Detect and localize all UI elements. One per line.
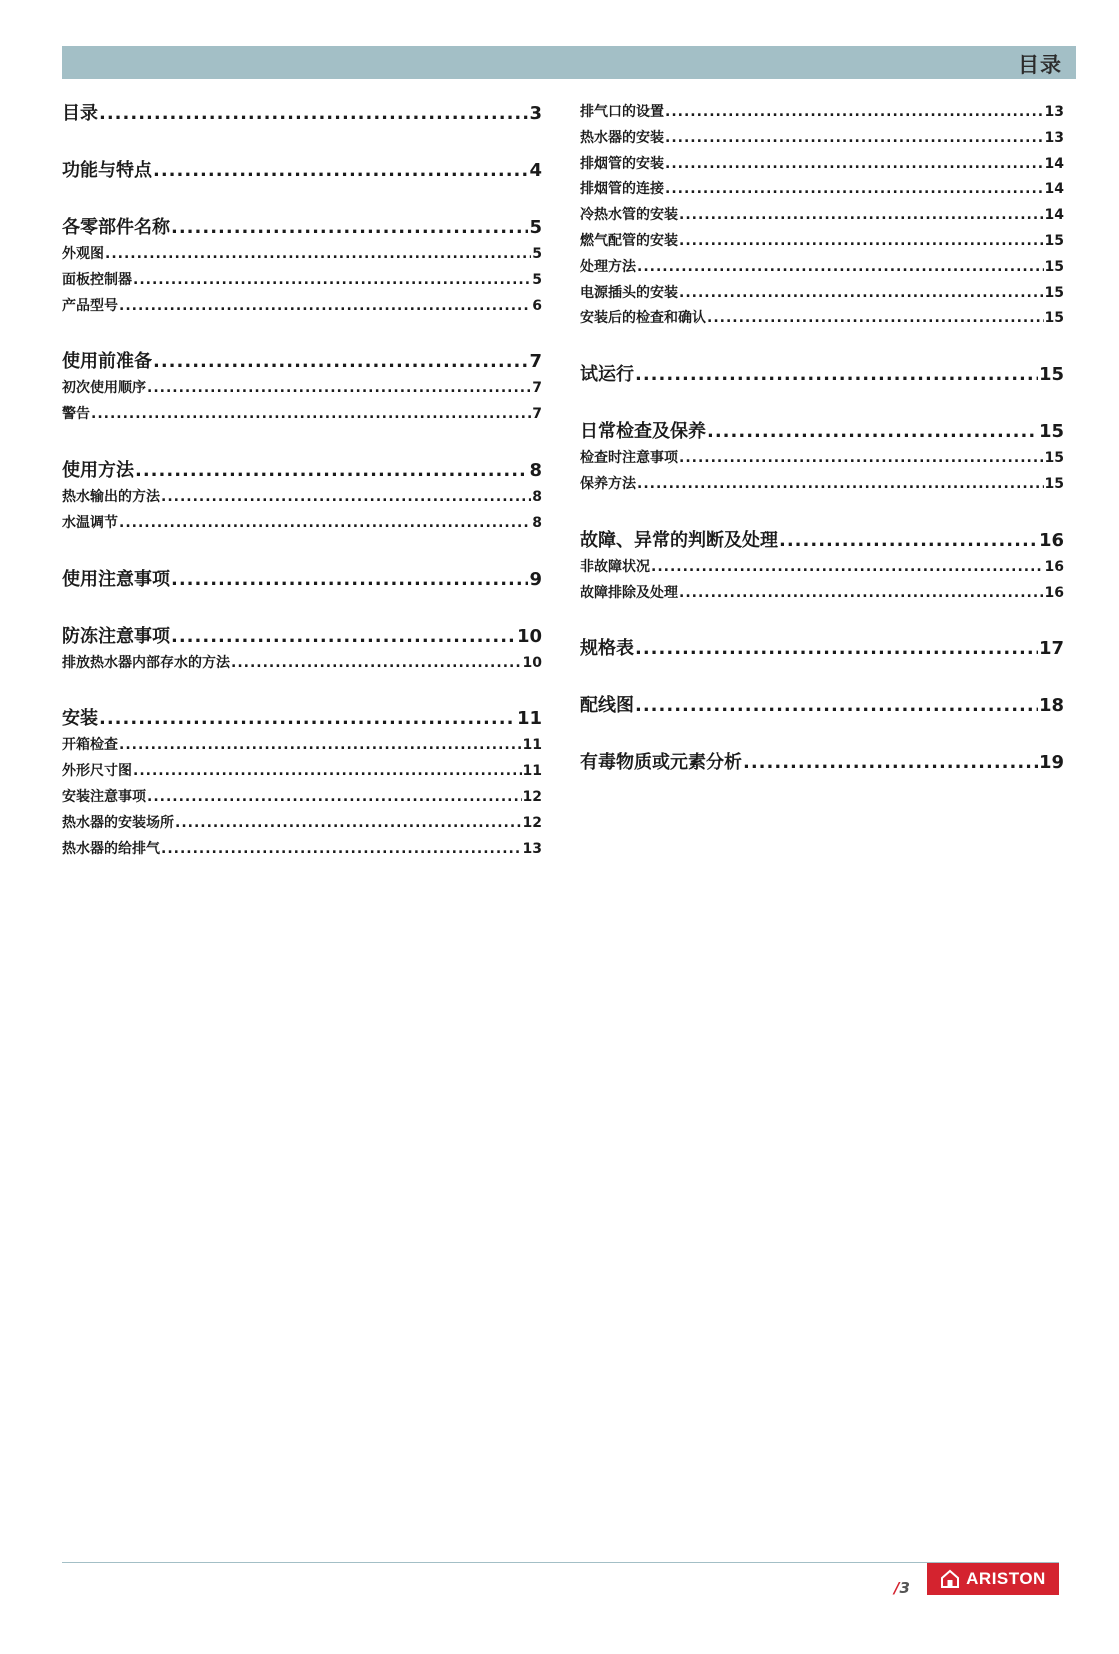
toc-entry-page: 9 xyxy=(529,568,542,590)
toc-entry-label: 外形尺寸图 xyxy=(62,763,132,780)
toc-leader-dots xyxy=(99,705,516,733)
section-gap xyxy=(62,319,542,348)
toc-main-entry[interactable] xyxy=(62,623,542,651)
toc-entry-label: 热水器的给排气 xyxy=(62,840,160,857)
toc-leader-dots xyxy=(147,376,531,402)
toc-sub-entry[interactable] xyxy=(580,229,1064,255)
page-title: 目录 xyxy=(1018,53,1062,77)
toc-section xyxy=(62,457,542,537)
toc-leader-dots xyxy=(171,566,528,594)
toc-entry-label: 安装注意事项 xyxy=(62,788,146,805)
toc-entry-label: 目录 xyxy=(62,103,98,124)
toc-entry-label: 使用注意事项 xyxy=(62,568,170,590)
toc-entry-label: 热水输出的方法 xyxy=(62,488,160,505)
toc-section xyxy=(580,418,1064,498)
house-icon xyxy=(940,1569,960,1589)
toc-entry-label: 排气口的设置 xyxy=(580,104,664,120)
section-gap xyxy=(62,676,542,705)
section-gap xyxy=(62,537,542,566)
toc-entry-label: 保养方法 xyxy=(580,475,636,492)
brand-name: ARISTON xyxy=(966,1569,1046,1588)
toc-entry-page: 18 xyxy=(1038,695,1064,717)
toc-entry-label: 初次使用顺序 xyxy=(62,380,146,397)
toc-leader-dots xyxy=(161,837,522,863)
toc-leader-dots xyxy=(779,527,1038,555)
toc-entry-label: 排烟管的安装 xyxy=(580,155,664,172)
toc-leader-dots xyxy=(665,100,1044,126)
toc-entry-label: 产品型号 xyxy=(62,297,118,314)
toc-entry-page: 6 xyxy=(532,297,542,314)
section-gap xyxy=(62,185,542,214)
toc-entry-page: 3 xyxy=(529,103,542,124)
toc-section xyxy=(580,635,1064,663)
toc-sub-entry[interactable] xyxy=(580,177,1064,203)
header-bar xyxy=(62,46,1076,79)
toc-leader-dots xyxy=(679,446,1044,472)
toc-sub-entry[interactable] xyxy=(62,785,542,811)
toc-sub-entry[interactable] xyxy=(62,268,542,294)
toc-entry-label: 故障、异常的判断及处理 xyxy=(580,529,778,551)
toc-sub-entry[interactable] xyxy=(62,485,542,511)
toc-main-entry[interactable] xyxy=(580,692,1064,720)
toc-sub-entry[interactable] xyxy=(62,651,542,677)
toc-leader-dots xyxy=(707,306,1044,332)
toc-entry-page: 7 xyxy=(529,351,542,373)
toc-main-entry[interactable] xyxy=(580,361,1064,389)
toc-leader-dots xyxy=(743,749,1038,777)
toc-entry-page: 11 xyxy=(516,708,542,730)
toc-leader-dots xyxy=(119,511,531,537)
toc-section xyxy=(62,157,542,185)
toc-entry-page: 7 xyxy=(532,406,542,423)
toc-entry-page: 11 xyxy=(522,763,542,780)
toc-entry-page: 15 xyxy=(1044,450,1064,467)
section-gap xyxy=(580,720,1064,749)
toc-entry-page: 5 xyxy=(529,217,542,238)
toc-leader-dots xyxy=(635,361,1038,389)
toc-leader-dots xyxy=(707,418,1038,446)
footer-page-number xyxy=(894,1579,910,1597)
toc-entry-label: 非故障状况 xyxy=(580,558,650,575)
toc-entry-label: 安装后的检查和确认 xyxy=(580,310,706,327)
toc-leader-dots xyxy=(679,203,1044,229)
toc-entry-label: 警告 xyxy=(62,406,90,423)
toc-sub-entry[interactable] xyxy=(580,126,1064,152)
toc-entry-label: 规格表 xyxy=(580,638,634,660)
toc-section xyxy=(62,623,542,677)
toc-leader-dots xyxy=(161,485,531,511)
toc-entry-label: 安装 xyxy=(62,708,98,730)
toc-entry-label: 日常检查及保养 xyxy=(580,421,706,443)
section-gap xyxy=(62,594,542,623)
toc-main-entry[interactable] xyxy=(62,457,542,485)
section-gap xyxy=(580,663,1064,692)
footer-page-num: 3 xyxy=(899,1579,910,1597)
toc-sub-entry[interactable] xyxy=(62,376,542,402)
toc-entry-page: 15 xyxy=(1044,284,1064,301)
toc-entry-label: 试运行 xyxy=(580,364,634,386)
toc-leader-dots xyxy=(679,581,1044,607)
toc-entry-page: 4 xyxy=(529,160,542,181)
toc-entry-label: 水温调节 xyxy=(62,514,118,531)
toc-entry-page: 10 xyxy=(516,625,542,647)
toc-section xyxy=(62,214,542,319)
toc-right-column xyxy=(580,100,1064,777)
toc-entry-page: 14 xyxy=(1044,155,1064,172)
toc-entry-label: 使用方法 xyxy=(62,459,134,481)
toc-entry-page: 7 xyxy=(532,380,542,397)
toc-entry-page: 15 xyxy=(1044,475,1064,492)
toc-entry-label: 处理方法 xyxy=(580,258,636,275)
toc-sub-entry[interactable] xyxy=(580,581,1064,607)
toc-section xyxy=(580,527,1064,607)
footer-divider xyxy=(62,1562,1059,1563)
toc-entry-page: 14 xyxy=(1044,207,1064,224)
toc-sub-entry[interactable] xyxy=(62,733,542,759)
toc-entry-page: 16 xyxy=(1038,529,1064,551)
toc-entry-label: 燃气配管的安装 xyxy=(580,232,678,249)
toc-entry-page: 10 xyxy=(522,654,542,671)
toc-leader-dots xyxy=(665,152,1044,178)
toc-leader-dots xyxy=(637,472,1044,498)
toc-section xyxy=(580,100,1064,332)
toc-entry-page: 13 xyxy=(522,840,542,857)
toc-entry-label: 故障排除及处理 xyxy=(580,584,678,601)
toc-section xyxy=(62,566,542,594)
toc-leader-dots xyxy=(171,623,516,651)
toc-entry-page: 15 xyxy=(1044,232,1064,249)
toc-entry-label: 电源插头的安装 xyxy=(580,284,678,301)
toc-entry-page: 8 xyxy=(529,459,542,481)
toc-entry-page: 15 xyxy=(1044,258,1064,275)
toc-entry-page: 16 xyxy=(1044,558,1064,575)
toc-leader-dots xyxy=(665,126,1044,152)
toc-leader-dots xyxy=(679,229,1044,255)
toc-entry-label: 外观图 xyxy=(62,246,104,262)
section-gap xyxy=(580,606,1064,635)
toc-entry-label: 排放热水器内部存水的方法 xyxy=(62,654,230,671)
toc-leader-dots xyxy=(147,785,522,811)
toc-sub-entry[interactable] xyxy=(62,837,542,863)
toc-sub-entry[interactable] xyxy=(62,811,542,837)
toc-entry-page: 11 xyxy=(522,737,542,754)
toc-sub-entry[interactable] xyxy=(580,255,1064,281)
toc-sub-entry[interactable] xyxy=(580,203,1064,229)
section-gap xyxy=(580,332,1064,361)
toc-main-entry[interactable] xyxy=(62,348,542,376)
toc-leader-dots xyxy=(665,177,1044,203)
toc-section xyxy=(62,348,542,428)
section-gap xyxy=(580,389,1064,418)
toc-section xyxy=(580,692,1064,720)
toc-leader-dots xyxy=(135,457,528,485)
toc-leader-dots xyxy=(153,348,528,376)
toc-sub-entry[interactable] xyxy=(62,294,542,320)
toc-left-column xyxy=(62,100,542,862)
toc-entry-page: 13 xyxy=(1044,104,1064,120)
toc-entry-page: 5 xyxy=(532,246,542,262)
toc-sub-entry[interactable] xyxy=(62,402,542,428)
toc-entry-label: 有毒物质或元素分析 xyxy=(580,752,742,774)
toc-main-entry[interactable] xyxy=(62,566,542,594)
toc-sub-entry[interactable] xyxy=(580,446,1064,472)
toc-entry-page: 14 xyxy=(1044,181,1064,198)
toc-section xyxy=(580,361,1064,389)
toc-sub-entry[interactable] xyxy=(580,152,1064,178)
toc-leader-dots xyxy=(105,242,531,268)
toc-entry-page: 13 xyxy=(1044,129,1064,146)
toc-leader-dots xyxy=(175,811,522,837)
section-gap xyxy=(62,428,542,457)
toc-leader-dots xyxy=(651,555,1044,581)
toc-entry-label: 开箱检查 xyxy=(62,737,118,754)
toc-entry-label: 排烟管的连接 xyxy=(580,181,664,198)
section-gap xyxy=(62,128,542,157)
toc-main-entry[interactable] xyxy=(62,100,542,128)
toc-leader-dots xyxy=(635,635,1038,663)
toc-leader-dots xyxy=(119,733,522,759)
toc-entry-label: 功能与特点 xyxy=(62,160,152,181)
toc-sub-entry[interactable] xyxy=(580,555,1064,581)
toc-main-entry[interactable] xyxy=(62,157,542,185)
toc-section xyxy=(580,749,1064,777)
toc-leader-dots xyxy=(231,651,522,677)
toc-entry-page: 12 xyxy=(522,814,542,831)
toc-entry-page: 19 xyxy=(1038,752,1064,774)
toc-leader-dots xyxy=(133,268,531,294)
toc-entry-label: 热水器的安装 xyxy=(580,129,664,146)
toc-leader-dots xyxy=(153,157,528,185)
toc-section xyxy=(62,100,542,128)
toc-sub-entry[interactable] xyxy=(580,281,1064,307)
toc-entry-page: 15 xyxy=(1038,364,1064,386)
toc-leader-dots xyxy=(133,759,522,785)
toc-leader-dots xyxy=(679,281,1044,307)
toc-entry-page: 5 xyxy=(532,271,542,288)
section-gap xyxy=(580,498,1064,527)
toc-main-entry[interactable] xyxy=(580,635,1064,663)
toc-entry-page: 16 xyxy=(1044,584,1064,601)
toc-entry-label: 面板控制器 xyxy=(62,271,132,288)
toc-main-entry[interactable] xyxy=(580,527,1064,555)
toc-entry-label: 使用前准备 xyxy=(62,351,152,373)
toc-entry-page: 15 xyxy=(1044,310,1064,327)
toc-entry-label: 检查时注意事项 xyxy=(580,450,678,467)
footer-slash: / xyxy=(894,1579,900,1597)
toc-section xyxy=(62,705,542,862)
toc-leader-dots xyxy=(99,100,528,128)
toc-main-entry[interactable] xyxy=(580,418,1064,446)
toc-sub-entry[interactable] xyxy=(62,242,542,268)
toc-entry-label: 防冻注意事项 xyxy=(62,625,170,647)
toc-main-entry[interactable] xyxy=(62,705,542,733)
toc-leader-dots xyxy=(635,692,1038,720)
toc-entry-page: 17 xyxy=(1038,638,1064,660)
toc-leader-dots xyxy=(91,402,531,428)
toc-entry-page: 8 xyxy=(532,488,542,505)
toc-sub-entry[interactable] xyxy=(62,511,542,537)
toc-sub-entry[interactable] xyxy=(62,759,542,785)
toc-entry-page: 15 xyxy=(1038,421,1064,443)
toc-main-entry[interactable] xyxy=(580,749,1064,777)
toc-entry-page: 8 xyxy=(532,514,542,531)
toc-entry-label: 热水器的安装场所 xyxy=(62,814,174,831)
toc-leader-dots xyxy=(119,294,531,320)
toc-sub-entry[interactable] xyxy=(580,306,1064,332)
toc-entry-label: 各零部件名称 xyxy=(62,217,170,238)
toc-sub-entry[interactable] xyxy=(580,100,1064,126)
toc-main-entry[interactable] xyxy=(62,214,542,242)
toc-leader-dots xyxy=(171,214,528,242)
toc-entry-label: 冷热水管的安装 xyxy=(580,207,678,224)
toc-leader-dots xyxy=(637,255,1044,281)
ariston-logo xyxy=(927,1563,1059,1595)
toc-entry-label: 配线图 xyxy=(580,695,634,717)
toc-sub-entry[interactable] xyxy=(580,472,1064,498)
toc-entry-page: 12 xyxy=(522,788,542,805)
